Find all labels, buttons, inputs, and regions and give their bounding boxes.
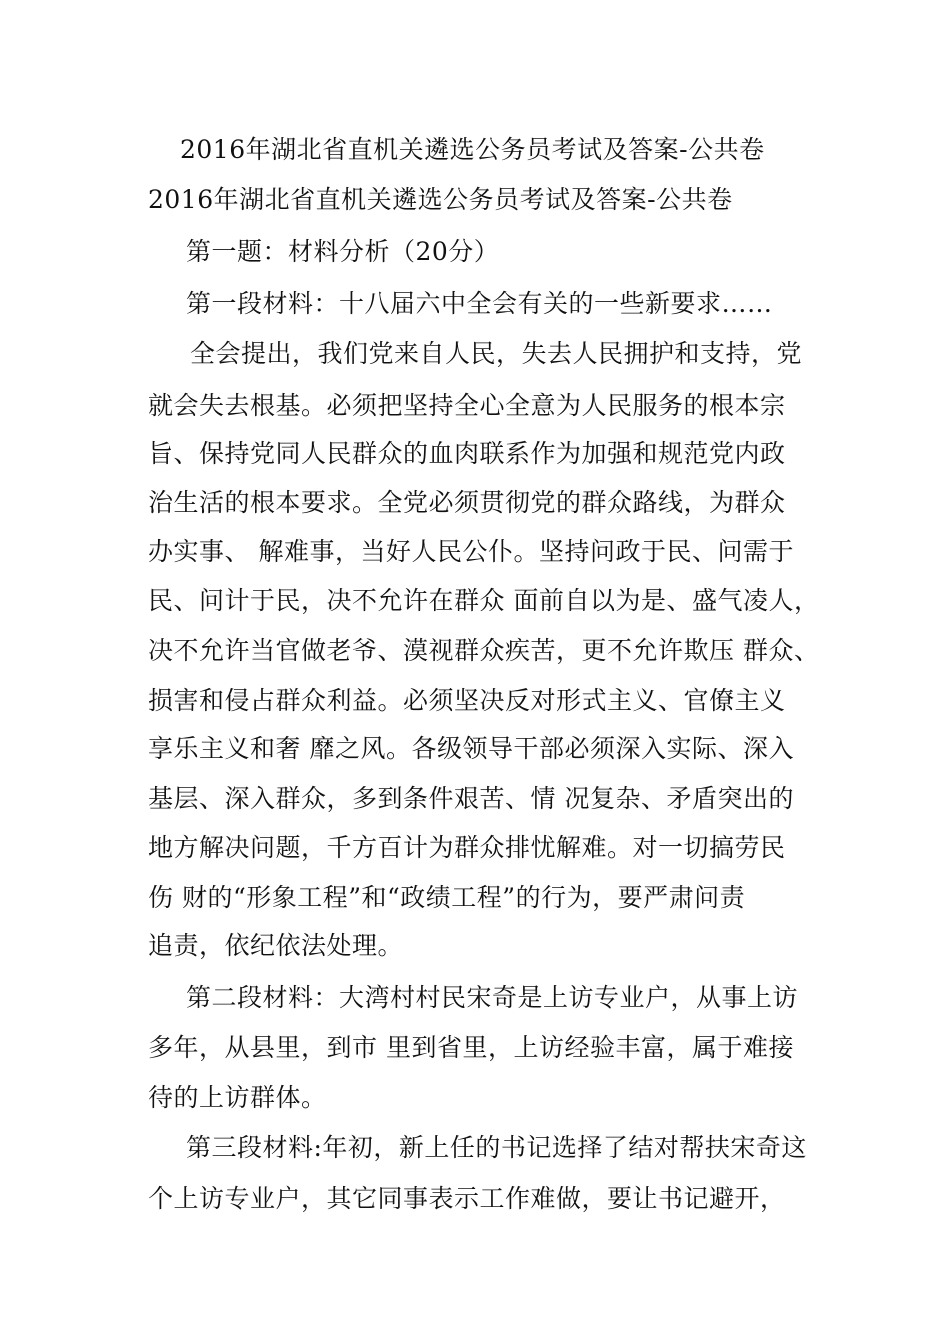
document-title-repeat: 2016年湖北省直机关遴选公务员考试及答案-公共卷 <box>148 185 733 214</box>
paragraph-line: 地方解决问题，千方百计为群众排忧解难。对一切搞劳民 <box>148 833 786 862</box>
material-one-heading: 第一段材料：十八届六中全会有关的一些新要求…… <box>186 289 773 318</box>
document-title: 2016年湖北省直机关遴选公务员考试及答案-公共卷 <box>180 135 765 164</box>
paragraph-line: 伤 财的“形象工程”和“政绩工程”的行为，要严肃问责 <box>148 883 746 912</box>
paragraph-line: 基层、深入群众，多到条件艰苦、情 况复杂、矛盾突出的 <box>148 784 794 813</box>
paragraph-line: 损害和侵占群众利益。必须坚决反对形式主义、官僚主义 <box>148 686 786 715</box>
paragraph-line: 待的上访群体。 <box>148 1083 327 1112</box>
paragraph-line: 多年，从县里，到市 里到省里，上访经验丰富，属于难接 <box>148 1033 794 1062</box>
paragraph-line: 享乐主义和奢 靡之风。各级领导干部必须深入实际、深入 <box>148 734 794 763</box>
paragraph-line: 办实事、 解难事，当好人民公仆。坚持问政于民、问需于 <box>148 537 794 566</box>
paragraph-line: 治生活的根本要求。全党必须贯彻党的群众路线，为群众 <box>148 488 786 517</box>
paragraph-line: 旨、保持党同人民群众的血肉联系作为加强和规范党内政 <box>148 439 786 468</box>
paragraph-line: 就会失去根基。必须把坚持全心全意为人民服务的根本宗 <box>148 391 786 420</box>
question-heading: 第一题：材料分析（20分） <box>186 237 500 266</box>
material-three-line: 第三段材料:年初，新上任的书记选择了结对帮扶宋奇这 <box>186 1133 807 1162</box>
paragraph-line: 全会提出，我们党来自人民，失去人民拥护和支持，党 <box>190 339 803 368</box>
paragraph-line: 追责，依纪依法处理。 <box>148 931 404 960</box>
material-two-line: 第二段材料：大湾村村民宋奇是上访专业户，从事上访 <box>186 983 799 1012</box>
paragraph-line: 决不允许当官做老爷、漠视群众疾苦，更不允许欺压 群众、 <box>148 636 820 665</box>
paragraph-line: 民、问计于民，决不允许在群众 面前自以为是、盛气凌人， <box>148 586 820 615</box>
paragraph-line: 个上访专业户，其它同事表示工作难做，要让书记避开， <box>148 1184 786 1213</box>
